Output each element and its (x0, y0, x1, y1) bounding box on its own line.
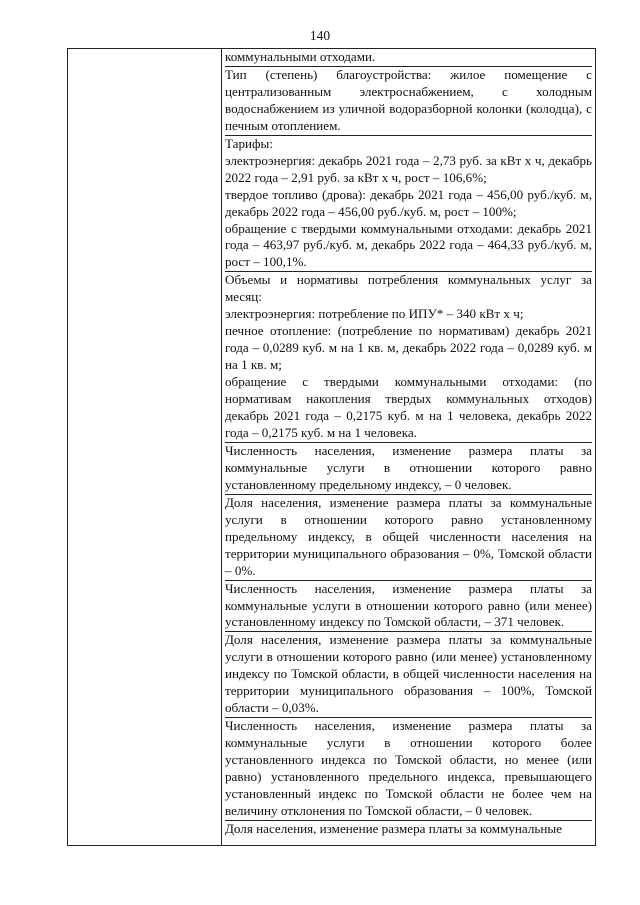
paragraph-share-limit-index: Доля населения, изменение размера платы за коммунальные услуги в отношении которого равно установленному предельному индексу, в общей численности населения на территории муниципального образования – 0%, Томской области – 0%. (225, 494, 592, 578)
paragraph-volume-waste: обращение с твердыми коммунальными отходами: (по нормативам накопления твердых коммунальных отходов) декабрь 2021 года – 0,2175 куб. м на 1 человека, декабрь 2022 года – 0,2175 куб. м на 1 человека. (225, 374, 592, 440)
table-right-column (225, 49, 592, 845)
paragraph-share-above-index: Доля населения, изменение размера платы за коммунальные (225, 820, 592, 838)
paragraph-tariff-waste: обращение с твердыми коммунальными отходами: декабрь 2021 года – 463,97 руб./куб. м, декабрь 2022 года – 464,33 руб./куб. м, рост – 100,1%. (225, 220, 592, 270)
paragraph-tariff-electricity: электроэнергия: декабрь 2021 года – 2,73 руб. за кВт х ч, декабрь 2022 года – 2,91 руб. за кВт х ч, рост – 106,6%; (225, 152, 592, 185)
paragraph-population-limit-index: Численность населения, изменение размера платы за коммунальные услуги в отношении которого равно установленному предельному индексу, – 0 человек. (225, 442, 592, 492)
paragraph-tariff-firewood: твердое топливо (дрова): декабрь 2021 года – 456,00 руб./куб. м, декабрь 2022 года – 456,00 руб./куб. м, рост – 100%; (225, 186, 592, 219)
paragraph-population-regional-index: Численность населения, изменение размера платы за коммунальные услуги в отношении которого равно (или менее) установленному индексу по Томской области, – 371 человек. (225, 580, 592, 630)
paragraph-share-regional-index: Доля населения, изменение размера платы за коммунальные услуги в отношении которого равно (или менее) установленному индексу по Томской области, в общей численности населения на территории муниципального образования – 100%, Томской области – 0,03%. (225, 632, 592, 716)
page-number: 140 (309, 28, 331, 43)
paragraph-population-above-index: Численность населения, изменение размера платы за коммунальные услуги в отношении которого более установленного индекса по Томской области, но менее (или равно) установленного предельного индекса, превышающего установленный индекс по Томской области не более чем на величину отклонения по Томской области, – 0 человек. (225, 718, 592, 818)
paragraph-tariffs-heading: Тарифы: (225, 135, 592, 153)
paragraph-amenity-type: Тип (степень) благоустройства: жилое помещение с централизованным электроснабжением, с холодным водоснабжением из уличной водоразборной колонки (колодца), с печным отоплением. (225, 66, 592, 133)
paragraph-volume-heating: печное отопление: (потребление по нормативам) декабрь 2021 года – 0,0289 куб. м на 1 кв. м, декабрь 2022 года – 0,0289 куб. м на 1 кв. м; (225, 323, 592, 373)
table-left-column (68, 49, 222, 845)
document-table (67, 48, 596, 846)
paragraph-volume-electricity: электроэнергия: потребление по ИПУ* – 340 кВт х ч; (225, 306, 524, 322)
paragraph-volumes-heading: Объемы и нормативы потребления коммунальных услуг за месяц: (225, 272, 592, 305)
paragraph-tko-continuation: коммунальными отходами. (225, 49, 376, 64)
